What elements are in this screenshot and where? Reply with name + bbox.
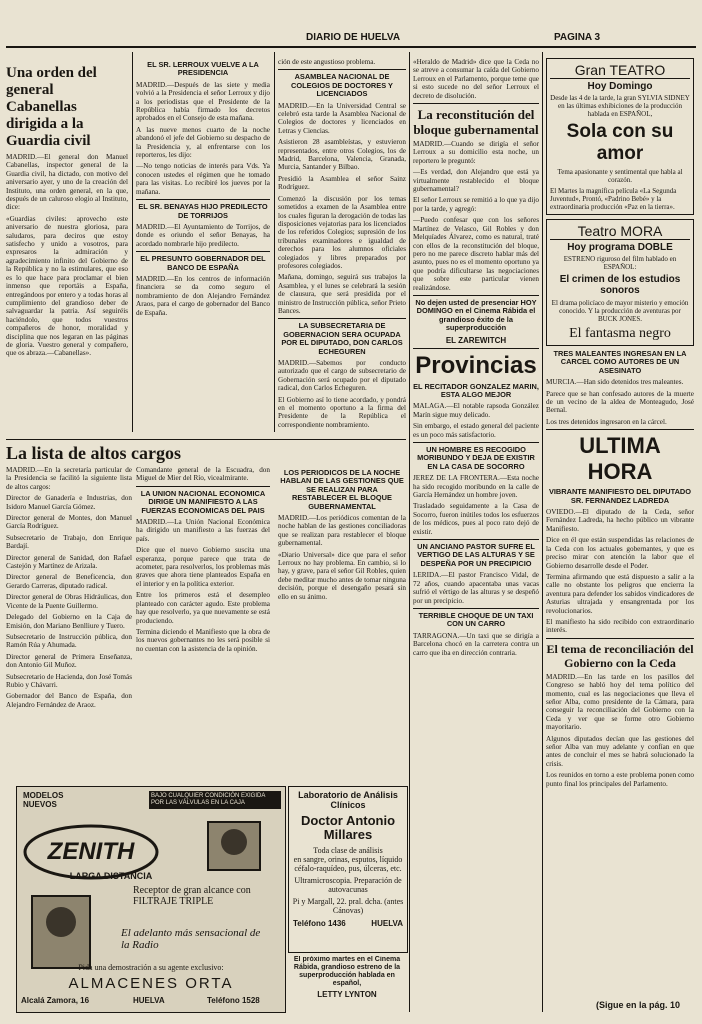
column-4 <box>413 58 539 1014</box>
headline-subsecretaria: LA SUBSECRETARIA DE GOBERNACION SERA OCUPADA POR EL DIPUTADO, DON CARLOS ECHEGUREN <box>281 321 403 356</box>
section-ultima-hora: ULTIMA HORA <box>579 433 661 485</box>
paragraph: MADRID.—Después de las siete y media volvió a la Presidencia el señor Lerroux y dijo a los periodistas que el Presidente de la República había firmado los decretos aprobados en el Consejo de esta mañana. <box>136 80 270 123</box>
headline-gonzalez-marin: EL RECITADOR GONZALEZ MARIN, ESTA ALGO MEJOR <box>413 381 539 399</box>
ad-cta: Pida una demostración a su agente exclusivo: <box>78 963 224 972</box>
zenith-sub-text: LARGA DISTANCIA <box>69 871 153 881</box>
lab-line-3: Ultramicroscopia. Preparación de autovacunas <box>294 876 402 894</box>
paragraph: Subsecretario de Instrucción pública, don Ramón Rúa y Ahumada. <box>6 632 132 650</box>
paragraph: Gobernador del Banco de España, don Alejandro Fernández de Araoz. <box>6 692 132 709</box>
headline-altos-cargos: La lista de altos cargos <box>6 443 181 463</box>
paragraph: JEREZ DE LA FRONTERA.—Esta noche ha sido recogido moribundo en la calle de García Hernández un hombre joven. <box>413 474 539 500</box>
headline-lerroux-presidencia: EL SR. LERROUX VUELVE A LA PRESIDENCIA <box>147 60 259 78</box>
ad-tagline: BAJO CUALQUIER CONDICIÓN EXIGIDA POR LAS VÁLVULAS EN LA CAJA <box>149 791 281 809</box>
paragraph: Dice en él que están suspendidas las relaciones de la Ceda con los actuales gobernantes, y que es preciso mirar con atención la labor que el Gobierno desarrolle desde el Poder. <box>546 536 694 570</box>
paragraph: Director general de Sanidad, don Rafael Castejón y Martínez de Arizala. <box>6 553 132 571</box>
ad-store-name: ALMACENES ORTA <box>68 975 234 992</box>
paragraph: Subsecretario de Trabajo, don Enrique Bardají. <box>6 533 132 551</box>
paragraph: ción de este angustioso problema. <box>278 58 376 66</box>
newspaper-name: DIARIO DE HUELVA <box>306 32 401 43</box>
section-provincias: Provincias <box>415 351 537 379</box>
notice-zarewitch-film: EL ZAREWITCH <box>445 335 507 345</box>
headline-reconciliacion: El tema de reconciliación del Gobierno con la Ceda <box>546 641 694 670</box>
paragraph: LERIDA.—El pastor Francisco Vidal, de 72 años, cuando apacentaba unas vacas sufrió el vértigo de las alturas y se despeñó por un precipicio. <box>413 571 539 605</box>
paragraph: Director general de Montes, don Manuel García Rodríguez. <box>6 514 132 531</box>
paragraph: MADRID.—En la Universidad Central se celebró esta tarde la Asamblea Nacional de Colegios de doctores y licenciados en Letras y Ciencias. <box>278 101 406 135</box>
paragraph: Algunos diputados decían que las gestiones del señor Alba van muy adelante y confían en que antes de concluir el mes se habrá solucionado la crisis. <box>546 734 694 768</box>
paragraph: MADRID.—Los periódicos comentan de la noche hablan de las gestiones conciliadoras que se realizan para restablecer el bloque gubernamental. <box>278 514 406 548</box>
gran-teatro-text: Desde las 4 de la tarde, la gran SYLVIA SIDNEY en las últimas exhibiciones de la producción hablada en ESPAÑOL, <box>550 94 690 118</box>
divider <box>136 251 270 252</box>
divider <box>413 539 539 540</box>
ad-teatro-mora <box>546 219 694 346</box>
lab-phone: Teléfono 1436 <box>293 919 346 928</box>
gran-teatro-upcoming: El Martes la magnífica película «La Segunda Juventud», Prontó, «Padrino Bebé» y la extraordinaria producción «Paz en la tierra». <box>550 187 677 211</box>
paragraph: Trasladado seguidamente a la Casa de Socorro, fueron inútiles todos los esfuerzos de los médicos, pues al poco rato dejó de existir. <box>413 502 539 536</box>
headline-anciano-pastor: UN ANCIANO PASTOR SUFRE EL VERTIGO DE LAS ALTURAS Y SE DESPEÑA POR UN PRECIPICIO <box>417 542 535 568</box>
paragraph: MADRID.—La Unión Nacional Económica ha dirigido un manifiesto a las fuerzas del país. <box>136 518 270 543</box>
divider <box>6 439 406 440</box>
paragraph: A las nueve menos cuarto de la noche abandonó el jefe del Gobierno su despacho de la Presidencia y, al enfrentarse con los reporteros, les dijo: <box>136 125 270 160</box>
headline-hombre-recogido: UN HOMBRE ES RECOGIDO MORIBUNDO Y DEJA DE EXISTIR EN LA CASA DE SOCORRO <box>417 445 535 471</box>
paragraph: —Puedo confesar que con los señores Martínez de Velasco, Gil Robles y don Melquíades Álvarez, como es natural, traté con ellos de la reconstitución del bloque, pero no me parece discreto hablar más del asunto, pues no es el momento oportuno ya que podría dificultarse las negociaciones que sobre este particular vienen realizándose. <box>413 216 539 292</box>
column-2 <box>136 58 270 432</box>
teatro-mora-program: Hoy programa DOBLE <box>567 242 673 253</box>
periodicos-column <box>278 466 406 776</box>
paragraph: Comandante general de la Escuadra, don Miguel de Mier del Río, vicealmirante. <box>136 466 270 483</box>
radio-speaker-icon <box>221 829 247 855</box>
divider <box>413 348 539 349</box>
continuation-note: (Sigue en la pág. 10 <box>596 1000 681 1010</box>
zenith-logo <box>21 817 171 887</box>
newspaper-page <box>6 6 696 1018</box>
headline-asamblea: ASAMBLEA NACIONAL DE COLEGIOS DE DOCTORES Y LICENCIADOS <box>291 72 393 99</box>
headline-benayas: EL SR. BENAYAS HIJO PREDILECTO DE TORRIJOS <box>138 202 268 220</box>
paragraph: MADRID.—En la secretaría particular de la Presidencia se facilitó la siguiente lista de altos cargos: <box>6 466 132 491</box>
headline-banco-espana: EL PRESUNTO GOBERNADOR DEL BANCO DE ESPAÑA <box>140 254 266 272</box>
paragraph: Director de Ganadería e Industrias, don Isidoro Manuel García Gómez. <box>6 494 132 511</box>
paragraph: Sin embargo, el estado general del paciente es un poco más satisfactorio. <box>413 422 539 439</box>
divider <box>413 295 539 296</box>
headline-cabanellas: Una orden del general Cabanellas dirigida a la Guardia civil <box>6 65 97 149</box>
ad-laboratorio <box>288 786 408 953</box>
paragraph: El señor Lerroux se remitió a lo que ya dijo por la tarde, y agregó: <box>413 196 539 213</box>
paragraph: Entre los primeros está el desempleo planteado con carácter agudo. Este problema hay que resolverlo, ya que nuevamente se está produciendo. <box>136 591 270 625</box>
zenith-brand-text: ZENITH <box>47 838 135 865</box>
headline-union-nacional: LA UNION NACIONAL ECONOMICA DIRIGE UN MANIFIESTO A LAS FUERZAS ECONOMICAS DEL PAIS <box>140 488 266 515</box>
ad-rabida <box>288 956 406 1014</box>
paragraph: «Diario Universal» dice que para el señor Lerroux no hay problema. En cambio, si lo hay, y grave, para el señor Gil Robles, quien debe meditar mucho antes de tomar ninguna decisión, porque el desengaño pesará sin ello en su ánimo. <box>278 550 406 601</box>
column-rule <box>542 52 543 1012</box>
paragraph: Los reunidos en torno a este problema ponen como punto final los principales del Parlamento. <box>546 771 694 788</box>
headline-bloque: La reconstitución del bloque gubernamental <box>413 107 539 138</box>
divider <box>136 486 270 487</box>
gran-teatro-day: Hoy Domingo <box>587 81 653 92</box>
paragraph: Comenzó la discusión por los temas sometidos a examen de la Asamblea entre los cuales figuran la derogación de todas las disposiciones vejatorias para los licenciados de los referidos Colegios; supresión de los tribunales examinadores e igualdad de derechos para los alumnos oficiales colegiados y libres preparados por profesores colegiados. <box>278 194 406 270</box>
paragraph: MURCIA.—Han sido detenidos tres maleantes. <box>546 378 684 387</box>
paragraph: Presidió la Asamblea el señor Sainz Rodríguez. <box>278 174 406 192</box>
paragraph: «Guardias civiles: aprovecho este aniversario de nuestra gloriosa, para saludaros, para deciros que estoy satisfecho y unido a vosotros, para expresaros la admiración y agradecimiento infinito del Gobierno de la República y no la estimulares, que eso es lo que hace para proclamar el bien inmenso que reportáis a España, entregándoos por entero y a todas horas al cumplimiento del grandioso deber de salvaguardar la patria. Así seguiréis haciéndolo, que todos vuestros compañeros de honor, moralidad y disciplina que nos legaran en las páginas de gloria. Vuestro general y compañero, que os abraza.—Cabanellas». <box>6 214 128 358</box>
headline-periodicos-noche: LOS PERIODICOS DE LA NOCHE HABLAN DE LAS GESTIONES QUE SE REALIZAN PARA RESTABLECER EL BLOQUE GUBERNAMENTAL <box>280 468 404 511</box>
paragraph: MADRID.—El general don Manuel Cabanellas, inspector general de la Guardia civil, ha dictado, con motivo del aniversario ayer, y uno de la creación del Instituto, una orden general, en la que, después de un caluroso elogio al Instituto, dice: <box>6 153 128 212</box>
teatro-mora-desc: El drama policíaco de mayor misterio y emoción conocido. Y la producción de aventuras por BUCK JONES. <box>551 299 689 323</box>
notice-zarewitch: No dejen usted de presenciar HOY DOMINGO en el Cinema Rábida el grandioso éxito de la superproducción <box>415 297 537 333</box>
paragraph: Director general de Beneficencia, don Gerardo Carreras, diputado radical. <box>6 573 132 590</box>
teatro-mora-title: Teatro MORA <box>550 223 690 240</box>
paragraph: Asistieron 28 asambleístas, y estuvieron representados, entre otros Colegios, los de Madrid, Barcelona, Valencia, Granada, Murcia, Santander y Bilbao. <box>278 138 406 172</box>
paragraph: Mañana, domingo, seguirá sus trabajos la Asamblea, y el lunes se celebrará la sesión de clausura, que será presidida por el ministro de Instrucción pública, señor Prieto Bances. <box>278 273 406 315</box>
gran-teatro-desc: Tema apasionante y sentimental que habla al corazón. <box>557 168 683 184</box>
page-number: PAGINA 3 <box>554 32 601 43</box>
paragraph: MADRID.—Cuando se dirigía el señor Lerroux a su domicilio esta noche, un reportero le preguntó: <box>413 140 539 165</box>
teatro-mora-text: ESTRENO riguroso del film hablado en ESPAÑOL: <box>563 255 677 271</box>
paragraph: Director general de Primera Enseñanza, don Antonio Gil Muñoz. <box>6 652 132 670</box>
radio-speaker-icon <box>46 907 76 937</box>
ad-feature-1: Receptor de gran alcance con FILTRAJE TRIPLE <box>133 885 251 907</box>
ad-store-phone: Teléfono 1528 <box>207 996 260 1005</box>
masthead <box>6 6 696 48</box>
gran-teatro-film: Sola con su amor <box>566 121 674 164</box>
lab-address: Pi y Margall, 22. pral. dcha. (antes Cánovas) <box>292 897 404 915</box>
paragraph: El Gobierno así lo tiene acordado, y pondrá en el momento oportuno a la firma del Presidente de la República el correspondiente nombramiento. <box>278 395 406 429</box>
paragraph: MADRID.—Sabemos por conducto autorizado que el cargo de subsecretario de Gobernación será ocupado por el diputado radical, don Carlos Echeguren. <box>278 359 406 393</box>
union-nacional-column <box>136 466 270 776</box>
paragraph: MALAGA.—El notable rapsoda González Marín sigue muy delicado. <box>413 402 539 419</box>
paragraph: Parece que se han confesado autores de la muerte de un vecino de la aldea de Monteagudo, José Bernal. <box>546 389 694 415</box>
divider <box>546 429 694 430</box>
rabida-text: El próximo martes en el Cinema Rábida, grandioso estreno de la superproducción hablada en español, <box>293 956 401 987</box>
lab-line-1: Toda clase de análisis <box>313 846 383 855</box>
headline-tres-maleantes: TRES MALEANTES INGRESAN EN LA CARCEL COMO AUTORES DE UN ASESINATO <box>553 349 687 375</box>
paragraph: Delegado del Gobierno en la Caja de Emisión, don Mariano Benlliure y Tuero. <box>6 613 132 630</box>
teatro-mora-film-1: El crimen de los estudios sonoros <box>559 274 681 296</box>
ad-zenith-radio <box>16 786 286 1013</box>
paragraph: MADRID.—En los centros de información financiera se da como seguro el nombramiento de don Alejandro Fernández Araos, para el cargo de gobernador del Banco de España. <box>136 274 270 317</box>
ad-store-address: Alcalá Zamora, 16 <box>21 996 90 1005</box>
lab-doctor: Doctor Antonio Millares <box>300 813 396 842</box>
paragraph: —Es verdad, don Alejandro que está ya virtualmente restablecido el bloque gubernamental? <box>413 168 539 194</box>
column-rule <box>274 52 275 432</box>
column-rule <box>132 52 133 432</box>
lab-title: Laboratorio de Análisis Clínicos <box>298 790 398 810</box>
divider <box>278 69 406 70</box>
headline-choque-taxi: TERRIBLE CHOQUE DE UN TAXI CON UN CARRO <box>418 610 534 629</box>
article-altos-cargos <box>6 436 406 776</box>
divider <box>413 103 539 104</box>
paragraph: Termina afirmando que está dispuesto a salir a la calle no obstante los peligros que encierra la aventura para defender los sabidos vindicadores de Asturias ultrajada y ensangrentada por los revolucionarios. <box>546 572 694 615</box>
ad-store-city: HUELVA <box>133 996 165 1005</box>
paragraph: Termina diciendo el Manifiesto que la obra de los nuevos gobernantes no les será posible si no cuentan con la asistencia de la opinión. <box>136 627 270 653</box>
paragraph: Los tres detenidos ingresaron en la cárcel. <box>546 417 667 426</box>
radio-image <box>207 821 261 871</box>
divider <box>278 318 406 319</box>
article-cabanellas <box>6 62 128 432</box>
ad-feature-2: El adelanto más sensacional de la Radio <box>121 927 261 951</box>
paragraph: MADRID.—En las tarde en los pasillos del Congreso se habló hoy del tema político del momento, cual es las negociaciones que lleva el señor Alba, como presidente de la Cámara, para conseguir la reconciliación del Gobierno con la Ceda y ver que se forme otro Gobierno mayoritario. <box>546 672 694 732</box>
paragraph: TARRAGONA.—Un taxi que se dirigía a Barcelona chocó en la carretera contra un carro que iba en dirección contraria. <box>413 631 539 657</box>
rabida-film: LETTY LYNTON <box>317 990 377 999</box>
paragraph: El manifiesto ha sido recibido con extraordinario interés. <box>546 617 694 635</box>
lab-city: HUELVA <box>371 919 403 928</box>
ad-models-label: MODELOS NUEVOS <box>23 791 64 809</box>
paragraph: Director general de Obras Hidráulicas, don Vicente de la Puente Guillermo. <box>6 593 132 610</box>
divider <box>136 199 270 200</box>
teatro-mora-film-2: El fantasma negro <box>569 326 671 341</box>
divider <box>413 608 539 609</box>
gran-teatro-title: Gran TEATRO <box>550 62 690 79</box>
paragraph: Dice que el nuevo Gobierno suscita una esperanza, porque parece que trata de acometer, para resolverlos, los problemas más graves que ahora tiene planteados España en el interior y en la política exterior. <box>136 546 270 588</box>
divider <box>413 442 539 443</box>
paragraph: —No tengo noticias de interés para Vds. Ya conocen ustedes el régimen que he tomado para las visitas. Lo recibiré los jueves por la mañana. <box>136 162 270 196</box>
paragraph: MADRID.—El Ayuntamiento de Torrijos, de donde es oriundo el señor Benayas, ha acordado nombrarle hijo predilecto. <box>136 222 270 248</box>
paragraph: OVIEDO.—El diputado de la Ceda, señor Fernández Ladreda, ha hecho público un vibrante Manifiesto. <box>546 508 694 533</box>
divider <box>546 638 694 639</box>
headline-manifiesto-ladreda: VIBRANTE MANIFIESTO DEL DIPUTADO SR. FERNANDEZ LADREDA <box>548 487 692 505</box>
column-5 <box>546 58 694 1014</box>
column-rule <box>409 52 410 1012</box>
altos-cargos-list <box>6 466 132 776</box>
paragraph: «Heraldo de Madrid» dice que la Ceda no se atreve a consumar la caída del Gobierno Lerroux en el Parlamento, porque teme que si esto sucede no del señor Lerroux el decreto de disolución. <box>413 58 539 100</box>
paragraph: Subsecretario de Hacienda, don José Tomás Rubio y Chávarri. <box>6 672 132 689</box>
column-3 <box>278 58 406 432</box>
lab-line-2: en sangre, orinas, esputos, líquido céfalo-raquídeo, pus, úlceras, etc. <box>293 855 403 873</box>
ad-gran-teatro <box>546 58 694 215</box>
radio-image <box>31 895 91 969</box>
